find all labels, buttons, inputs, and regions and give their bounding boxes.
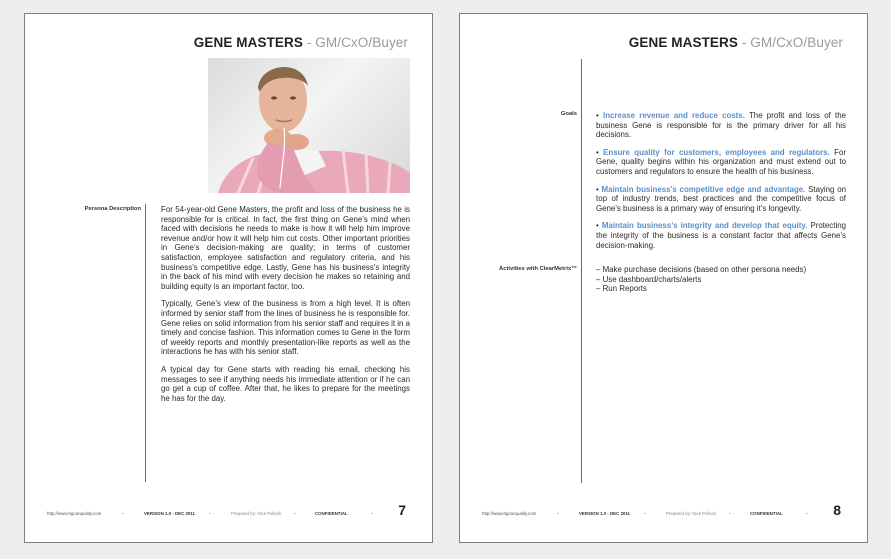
- goal-text: The profit and loss of the business Gene is responsible for is the primary driver for all his decisions.: [596, 111, 846, 140]
- bullet: •: [596, 147, 604, 157]
- page-header: [194, 35, 408, 50]
- footer-url[interactable]: http://www.hgcarquality.com: [47, 511, 102, 516]
- activities-list: [596, 265, 846, 294]
- footer-separator: •: [209, 511, 211, 516]
- page-footer: [47, 504, 410, 520]
- bullet: •: [596, 184, 602, 194]
- footer-version: VERSION 1.0 - DEC 2011: [144, 511, 196, 516]
- column-divider: [581, 59, 582, 483]
- goal-item: [596, 111, 846, 140]
- footer-confidential: CONFIDENTIAL: [750, 511, 783, 516]
- goal-item: [596, 185, 846, 214]
- page-number: 7: [398, 502, 406, 518]
- description-paragraph: For 54-year-old Gene Masters, the profit and loss of the business he is responsible for is critical. In fact, the first thing on Gene’s mind when faced with decisions he needs to make is how it will help him improve revenue and/or how it will help him cut costs. Other important priorities in Gene’s decision-making are quality; in terms of customer satisfaction, employee satisfaction and regulatory criteria, and his business’s competitive edge. Lastly, Gene has his business’s integrity in the back of his mind with every decision he makes so retaining and building equity is an important factor, too.: [161, 205, 410, 291]
- persona-name: GENE MASTERS: [193, 35, 303, 50]
- goal-text: Staying on top of industry trends, best practices and the competitive focus of Gene’s business is a primary way of ensuring it’s longevity.: [596, 184, 846, 213]
- footer-separator: •: [806, 511, 808, 516]
- goal-item: [596, 221, 846, 250]
- activity-item: – Run Reports: [596, 284, 647, 294]
- document-page-8: [459, 13, 868, 543]
- column-divider: [145, 204, 146, 482]
- goal-text: For Gene, quality begins within his organization and must extend out to customers and regulators to ensure the health of his business.: [596, 147, 846, 176]
- persona-description-label: Persona Description: [84, 206, 141, 212]
- persona-role: - GM/CxO/Buyer: [737, 35, 843, 50]
- persona-role: - GM/CxO/Buyer: [302, 35, 408, 50]
- page-number: 8: [833, 502, 841, 518]
- activity-item: – Use dashboard/charts/alerts: [596, 274, 702, 284]
- goals-list: [596, 111, 846, 258]
- footer-confidential: CONFIDENTIAL: [315, 511, 348, 516]
- footer-url[interactable]: http://www.hgcarquality.com: [482, 511, 537, 516]
- goal-title: Increase revenue and reduce costs.: [603, 111, 745, 120]
- goal-title: Maintain business’s integrity and develop that equity.: [601, 221, 808, 231]
- goals-label: Goals: [560, 111, 577, 117]
- description-paragraph: Typically, Gene’s view of the business is from a high level. It is often informed by senior staff from the lines of business he is responsible for. Gene relies on solid information from his senior staff and requires it in a timely and concise fashion. This information comes to Gene in the form of weekly reports and monthly presentation-like reports as well as the interactions he has with his senior staff.: [161, 299, 410, 357]
- persona-description-text: [161, 205, 410, 411]
- footer-separator: •: [729, 511, 731, 516]
- footer-separator: •: [644, 511, 646, 516]
- persona-name: GENE MASTERS: [628, 35, 738, 50]
- goal-title: Ensure quality for customers, employees and regulators.: [603, 147, 830, 157]
- goal-title: Maintain business’s competitive edge and advantage.: [601, 184, 806, 194]
- footer-separator: •: [122, 511, 124, 516]
- footer-prepared-by: Prepared by: Nick Pollock: [231, 511, 282, 516]
- page-footer: [482, 504, 845, 520]
- document-page-7: [24, 13, 433, 543]
- goal-text: Protecting the integrity of the business is a constant factor that affects Gene’s decision-making.: [596, 221, 846, 250]
- bullet: •: [596, 111, 603, 120]
- page-header: [629, 35, 843, 50]
- description-paragraph: A typical day for Gene starts with reading his email, checking his messages to see if anything needs his immediate attention or if he can go get a cup of coffee. After that, he likes to prepare for the meetings he has for the day.: [161, 364, 410, 403]
- goal-item: [596, 148, 846, 177]
- activity-item: – Make purchase decisions (based on other persona needs): [596, 265, 807, 274]
- footer-version: VERSION 1.0 - DEC 2011: [579, 511, 631, 516]
- footer-separator: •: [557, 511, 559, 516]
- persona-photo: [208, 58, 410, 193]
- footer-separator: •: [371, 511, 373, 516]
- footer-prepared-by: Prepared by: Nick Pollock: [666, 511, 717, 516]
- activities-label: Activities with ClearMetrix™: [499, 266, 577, 272]
- footer-separator: •: [294, 511, 296, 516]
- bullet: •: [596, 221, 602, 231]
